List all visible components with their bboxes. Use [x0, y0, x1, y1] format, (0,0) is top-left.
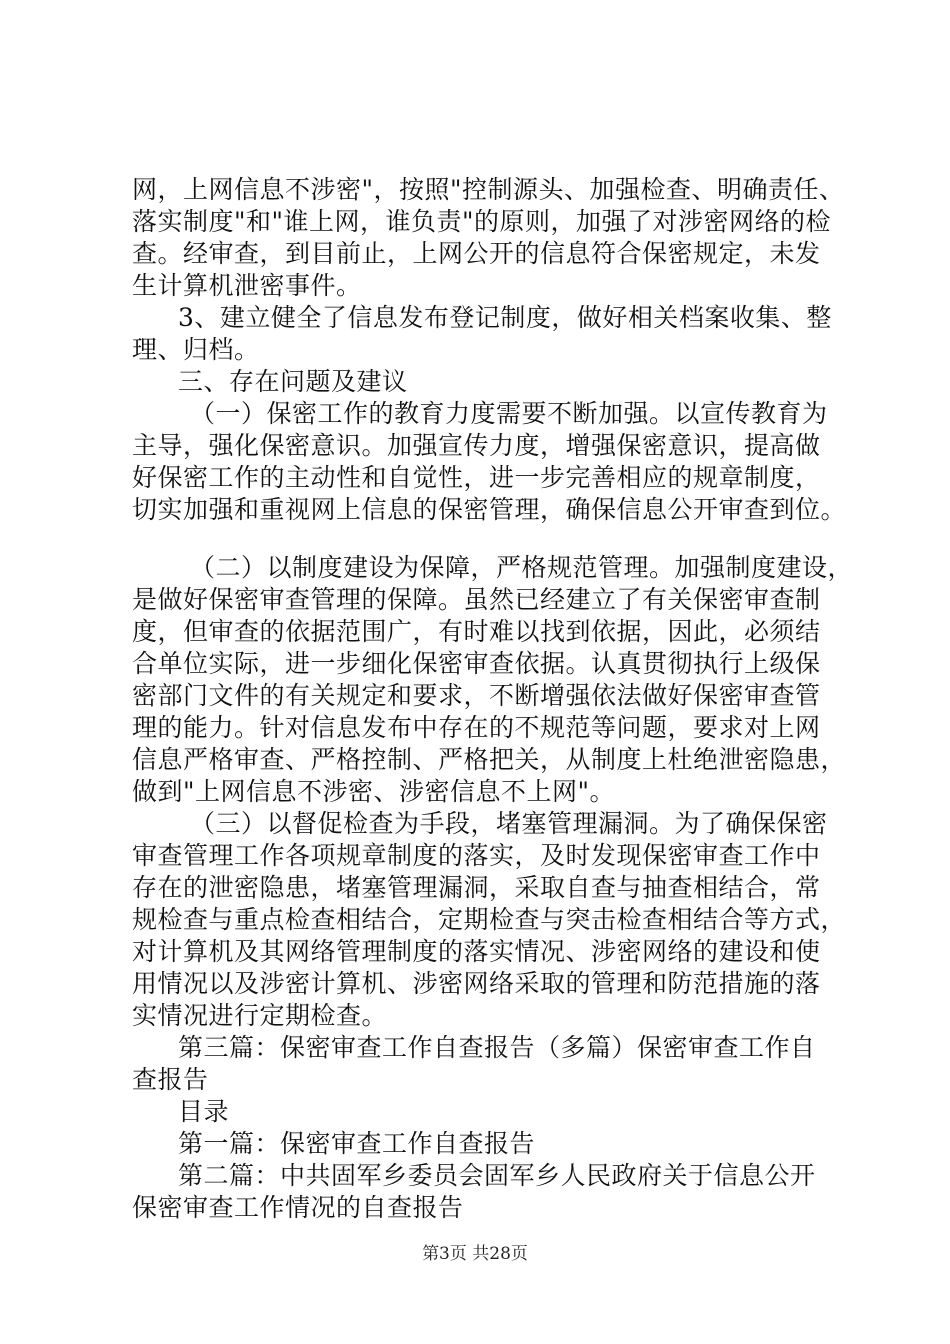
body-line: 做到"上网信息不涉密、涉密信息不上网"。: [132, 777, 615, 806]
body-line: 信息严格审查、严格控制、严格把关，从制度上杜绝泄密隐患，: [132, 745, 847, 774]
page-footer: 第3页 共28页: [422, 1244, 528, 1264]
body-line: 3、建立健全了信息发布登记制度，做好相关档案收集、整: [178, 303, 832, 332]
body-line: 合单位实际，进一步细化保密审查依据。认真贯彻执行上级保: [132, 649, 821, 678]
body-line: 理、归档。: [132, 335, 260, 364]
body-line: 查。经审查，到目前止，上网公开的信息符合保密规定，未发: [132, 239, 821, 268]
toc-heading: 目录: [178, 1097, 230, 1126]
body-line: 理的能力。针对信息发布中存在的不规范等问题，要求对上网: [132, 713, 821, 742]
body-line: 实情况进行定期检查。: [132, 1001, 388, 1030]
body-line: （一）保密工作的教育力度需要不断加强。以宣传教育为: [190, 399, 828, 428]
section-heading: 三、存在问题及建议: [178, 367, 408, 396]
body-line: 生计算机泄密事件。: [132, 271, 362, 300]
toc-item: 第二篇：中共固军乡委员会固军乡人民政府关于信息公开: [178, 1161, 816, 1190]
body-line: 主导，强化保密意识。加强宣传力度，增强保密意识，提高做: [132, 431, 821, 460]
body-line: 用情况以及涉密计算机、涉密网络采取的管理和防范措施的落: [132, 969, 821, 998]
body-line: 对计算机及其网络管理制度的落实情况、涉密网络的建设和使: [132, 937, 821, 966]
body-line: 网，上网信息不涉密"，按照"控制源头、加强检查、明确责任、: [132, 175, 845, 204]
chapter-title: 第三篇：保密审查工作自查报告（多篇）保密审查工作自: [178, 1033, 816, 1062]
body-line: 规检查与重点检查相结合，定期检查与突击检查相结合等方式，: [132, 905, 847, 934]
chapter-title: 查报告: [132, 1065, 209, 1094]
body-line: 是做好保密审查管理的保障。虽然已经建立了有关保密审查制: [132, 585, 821, 614]
body-line: （二）以制度建设为保障，严格规范管理。加强制度建设，: [190, 553, 854, 582]
toc-item: 保密审查工作情况的自查报告: [132, 1193, 464, 1222]
body-line: 度，但审查的依据范围广，有时难以找到依据，因此，必须结: [132, 617, 821, 646]
toc-item: 第一篇：保密审查工作自查报告: [178, 1129, 536, 1158]
body-line: 审查管理工作各项规章制度的落实，及时发现保密审查工作中: [132, 841, 821, 870]
body-line: 落实制度"和"谁上网，谁负责"的原则，加强了对涉密网络的检: [132, 207, 831, 236]
body-line: 好保密工作的主动性和自觉性，进一步完善相应的规章制度，: [132, 463, 821, 492]
body-line: （三）以督促检查为手段，堵塞管理漏洞。为了确保保密: [190, 809, 828, 838]
body-line: 切实加强和重视网上信息的保密管理，确保信息公开审查到位。: [132, 495, 847, 524]
body-line: 密部门文件的有关规定和要求，不断增强依法做好保密审查管: [132, 681, 821, 710]
body-line: 存在的泄密隐患，堵塞管理漏洞，采取自查与抽查相结合，常: [132, 873, 821, 902]
